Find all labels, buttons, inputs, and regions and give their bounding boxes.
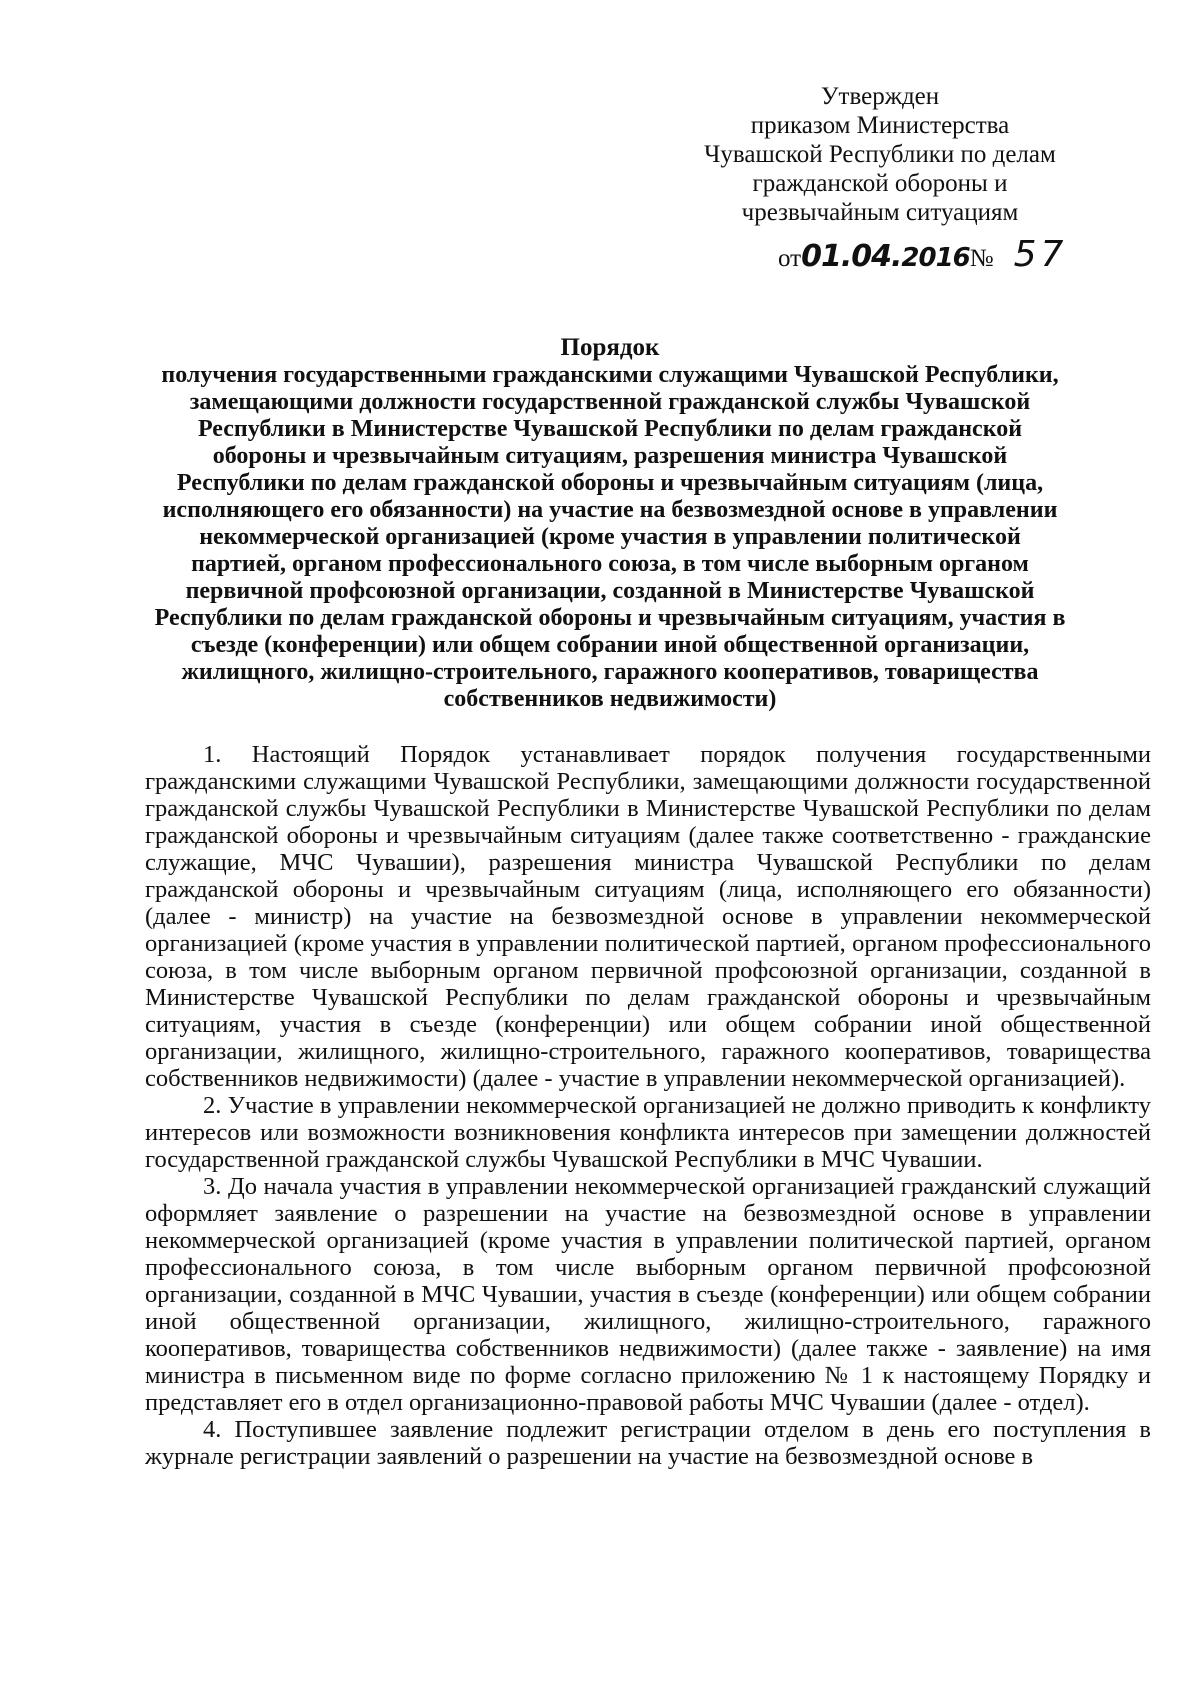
order-date-number (778, 234, 1068, 276)
title-line: Республики в Министерстве Чувашской Республики по делам гражданской (197, 416, 1023, 442)
paragraph-1: 1. Настоящий Порядок устанавливает порядок получения государственными гражданскими служащими Чувашской Республики, замещающими должности государственной гражданской службы Чувашской Республики в Министерстве Чувашской Республики по делам гражданской обороны и чрезвычайным ситуациям (далее также соответственно - гражданские служащие, МЧС Чувашии), разрешения министра Чувашской Республики по делам гражданской обороны и чрезвычайным ситуациям (лица, исполняющего его обязанности) (далее - министр) на участие на безвозмездной основе в управлении некоммерческой организацией (кроме участия в управлении политической партией, органом профессионального союза, в том числе выборным органом первичной профсоюзной организации, созданной в Министерстве Чувашской Республики по делам гражданской обороны и чрезвычайным ситуациям, участия в съезде (конференции) или общем собрании иной общественной организации, жилищного, жилищно-строительного, гаражного кооперативов, товарищества собственников недвижимости) (далее - участие в управлении некоммерческой организацией). (145, 741, 1151, 1092)
handwritten-number: 57 (1013, 234, 1068, 275)
paragraph-3: 3. До начала участия в управлении некоммерческой организацией гражданский служащий оформляет заявление о разрешении на участие на безвозмездной основе в управлении некоммерческой организацией (кроме участия в управлении политической партией, органом профессионального союза, в том числе выборным органом первичной профсоюзной организации, созданной в МЧС Чувашии, участия в съезде (конференции) или общем собрании иной общественной организации, жилищного, жилищно-строительного, гаражного кооперативов, товарищества собственников недвижимости) (далее также - заявление) на имя министра в письменном виде по форме согласно приложению № 1 к настоящему Порядку и представляет его в отдел организационно-правовой работы МЧС Чувашии (далее - отдел). (145, 1173, 1151, 1416)
approval-line: гражданской обороны и (752, 170, 1008, 197)
title-line: жилищного, жилищно-строительного, гаражного кооперативов, товарищества (181, 659, 1039, 685)
approval-line: чрезвычайным ситуациям (741, 199, 1019, 226)
title-line: получения государственными гражданскими служащими Чувашской Республики, (161, 362, 1059, 388)
title-line: некоммерческой организацией (кроме участия в управлении политической (199, 524, 1021, 550)
title-line: собственников недвижимости) (443, 686, 777, 712)
title-line: первичной профсоюзной организации, созданной в Министерстве Чувашской (185, 578, 1035, 604)
handwritten-date: 01.04. (801, 239, 902, 274)
approval-block (688, 82, 1072, 227)
title-line: исполняющего его обязанности) на участие на безвозмездной основе в управлении (162, 497, 1058, 523)
paragraph-4: 4. Поступившее заявление подлежит регистрации отделом в день его поступления в журнале регистрации заявлений о разрешении на участие на безвозмездной основе в (145, 1416, 1151, 1470)
title-main: Порядок (560, 334, 660, 361)
approval-line: Утвержден (820, 83, 940, 110)
document-body (145, 741, 1151, 1470)
approval-line: Чувашской Республики по делам (704, 141, 1056, 168)
number-label: № (969, 245, 994, 272)
title-line: съезде (конференции) или общем собрании иной общественной организации, (190, 632, 1030, 658)
title-line: обороны и чрезвычайным ситуациям, разрешения министра Чувашской (212, 443, 1008, 469)
title-line: Республики по делам гражданской обороны и чрезвычайным ситуациям, участия в (154, 605, 1066, 631)
from-label: от (778, 245, 802, 272)
title-line: Республики по делам гражданской обороны и чрезвычайным ситуациям (лица, (176, 470, 1044, 496)
title-line: партией, органом профессионального союза, в том числе выборным органом (191, 551, 1029, 577)
document-title (130, 334, 1090, 713)
approval-line: приказом Министерства (750, 112, 1010, 139)
paragraph-2: 2. Участие в управлении некоммерческой организацией не должно приводить к конфликту интересов или возможности возникновения конфликта интересов при замещении должностей государственной гражданской службы Чувашской Республики в МЧС Чувашии. (145, 1092, 1151, 1173)
title-line: замещающими должности государственной гражданской службы Чувашской (189, 389, 1031, 415)
handwritten-year: 2016 (901, 243, 970, 273)
